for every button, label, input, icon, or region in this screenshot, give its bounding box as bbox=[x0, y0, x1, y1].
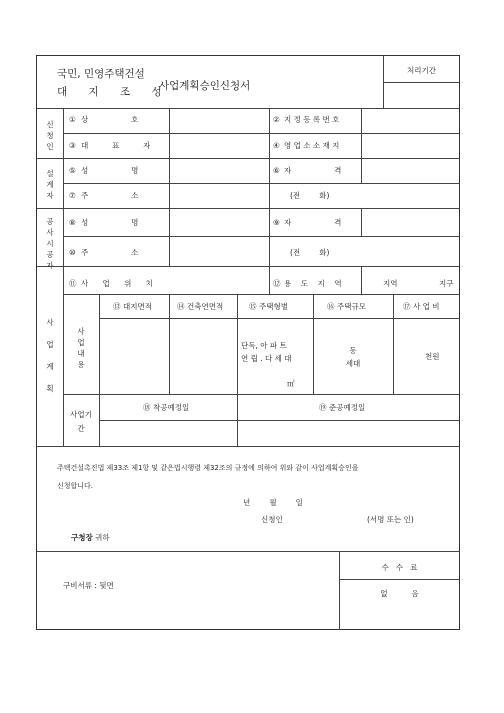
start-num: ⑱ bbox=[143, 403, 151, 412]
f10-num: ⑩ bbox=[69, 248, 76, 257]
area-unit: ㎡ bbox=[287, 379, 295, 388]
contractor-section-label: 공사시공자 bbox=[46, 217, 54, 270]
f9-num: ⑨ bbox=[273, 218, 280, 227]
f4-num: ④ bbox=[273, 141, 280, 150]
housing-type-line2: 연 립 . 다 세 대 bbox=[241, 354, 292, 363]
f10-label: 주 소 bbox=[81, 248, 139, 257]
required-docs: 구비서류 : 뒷면 bbox=[63, 581, 114, 590]
f12-num: ⑫ bbox=[273, 279, 281, 288]
f8-label: 성 명 bbox=[81, 218, 139, 227]
processing-period-label: 처리기간 bbox=[407, 66, 436, 75]
f12-label: 용 도 지 역 bbox=[284, 279, 342, 288]
declaration-line1: 주택건설촉진법 제33조 제1항 및 같은법시행령 제32조의 규정에 의하여 위와 같이 사업계획승인을 bbox=[57, 464, 359, 472]
period-label: 사업기간 bbox=[70, 410, 92, 433]
district-label: 지구 bbox=[439, 279, 454, 288]
col4-label: 주택규모 bbox=[337, 302, 366, 311]
business-plan-section-label: 사업계획 bbox=[46, 318, 54, 393]
col3-label: 주택형별 bbox=[259, 302, 288, 311]
f9-label: 자 격 bbox=[284, 218, 342, 227]
end-label: 준공예정일 bbox=[329, 403, 366, 412]
col3-num: ⑮ bbox=[249, 302, 257, 311]
col4-num: ⑯ bbox=[327, 302, 335, 311]
declaration-line2: 신청합니다. bbox=[57, 482, 94, 490]
title-line2: 대 지 조 성 bbox=[57, 86, 171, 98]
col2-label: 건축연면적 bbox=[187, 302, 224, 311]
f2-label: 지 정 등 록 번 호 bbox=[284, 115, 340, 124]
f3-num: ③ bbox=[69, 141, 76, 150]
cost-unit: 천원 bbox=[425, 352, 440, 361]
designer-phone: (전 화) bbox=[290, 191, 330, 200]
col5-label: 사 업 비 bbox=[413, 302, 440, 311]
housing-type-line1: 단독, 아 파 트 bbox=[241, 341, 287, 350]
f6-num: ⑥ bbox=[273, 166, 280, 175]
f6-label: 자 격 bbox=[284, 166, 342, 175]
f4-label: 영 업 소 소 재 지 bbox=[284, 141, 340, 150]
contractor-phone: (전 화) bbox=[290, 248, 330, 257]
f5-label: 성 명 bbox=[81, 166, 139, 175]
recipient-title: 구청장 bbox=[71, 533, 93, 542]
f2-num: ② bbox=[273, 115, 280, 124]
col1-label: 대지면적 bbox=[123, 302, 152, 311]
date-line: 년 월 일 bbox=[243, 498, 303, 507]
applicant-sign-label: 신청인 bbox=[261, 515, 283, 524]
title-line1: 국민, 민영주택건설 bbox=[57, 68, 145, 80]
recipient-suffix: 귀하 bbox=[92, 533, 110, 542]
zone-label: 지역 bbox=[383, 279, 398, 288]
end-num: ⑲ bbox=[319, 403, 327, 412]
col5-num: ⑰ bbox=[403, 302, 411, 311]
fee-value: 없 음 bbox=[380, 589, 419, 598]
f11-num: ⑪ bbox=[69, 279, 77, 288]
col1-num: ⑬ bbox=[113, 302, 121, 311]
content-label: 사업내용 bbox=[77, 327, 85, 369]
f7-label: 주 소 bbox=[81, 191, 139, 200]
form-title: 사업계획승인신청서 bbox=[159, 80, 251, 92]
applicant-section-label: 신청인 bbox=[46, 120, 54, 151]
f11-label: 사 업 위 치 bbox=[81, 279, 153, 288]
f5-num: ⑤ bbox=[69, 166, 76, 175]
household-unit: 세대 bbox=[345, 359, 361, 368]
f3-label: 대 표 자 bbox=[81, 141, 151, 150]
f1-num: ① bbox=[69, 115, 76, 124]
application-form bbox=[36, 55, 460, 630]
fee-label: 수 수 료 bbox=[381, 563, 418, 572]
f1-label: 상 호 bbox=[81, 115, 139, 124]
dong-unit: 동 bbox=[349, 346, 357, 355]
recipient bbox=[71, 533, 110, 543]
start-label: 착공예정일 bbox=[153, 403, 190, 412]
signature-label: (서명 또는 인) bbox=[367, 515, 414, 524]
col2-num: ⑭ bbox=[177, 302, 185, 311]
designer-section-label: 설계자 bbox=[46, 169, 54, 200]
f7-num: ⑦ bbox=[69, 191, 76, 200]
f8-num: ⑧ bbox=[69, 218, 76, 227]
